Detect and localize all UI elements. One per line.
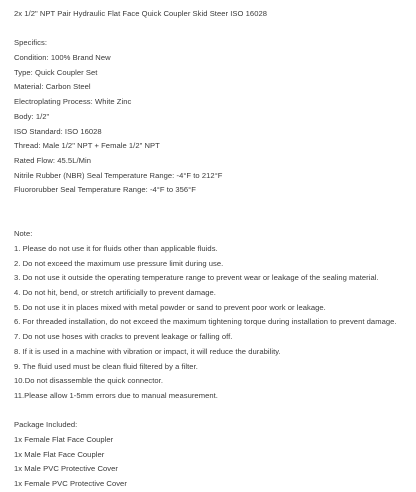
- note-item: 2. Do not exceed the maximum use pressure limit during use.: [14, 258, 224, 268]
- spec-fluororubber-seal-temp: Fluororubber Seal Temperature Range: -4°F to 356°F: [14, 185, 196, 195]
- specifics-heading: Specifics:: [14, 38, 47, 48]
- note-item: 6. For threaded installation, do not exceed the maximum tightening torque during installation to prevent damage.: [14, 317, 397, 327]
- note-item: 8. If it is used in a machine with vibration or impact, it will reduce the durability.: [14, 346, 281, 356]
- note-item: 9. The fluid used must be clean fluid filtered by a filter.: [14, 361, 198, 371]
- note-item: 5. Do not use it in places mixed with metal powder or sand to prevent poor work or leakage.: [14, 302, 326, 312]
- spec-type: Type: Quick Coupler Set: [14, 67, 98, 77]
- spec-body: Body: 1/2": [14, 111, 50, 121]
- spec-condition: Condition: 100% Brand New: [14, 53, 111, 63]
- package-heading: Package Included:: [14, 420, 78, 430]
- listing-title: 2x 1/2" NPT Pair Hydraulic Flat Face Quick Coupler Skid Steer ISO 16028: [14, 9, 268, 18]
- note-item: 7. Do not use hoses with cracks to prevent leakage or falling off.: [14, 332, 233, 342]
- note-item: 11.Please allow 1-5mm errors due to manual measurement.: [14, 390, 218, 400]
- package-item: 1x Male Flat Face Coupler: [14, 449, 105, 459]
- spec-electroplating: Electroplating Process: White Zinc: [14, 97, 132, 107]
- note-heading: Note:: [14, 229, 33, 239]
- spec-rated-flow: Rated Flow: 45.5L/Min: [14, 155, 92, 165]
- spacer: [14, 213, 412, 228]
- note-item: 3. Do not use it outside the operating temperature range to prevent wear or leakage of the sealing material.: [14, 273, 379, 283]
- spec-nbr-seal-temp: Nitrile Rubber (NBR) Seal Temperature Range: -4°F to 212°F: [14, 170, 223, 180]
- spec-thread: Thread: Male 1/2" NPT + Female 1/2" NPT: [14, 141, 160, 151]
- package-item: 1x Male PVC Protective Cover: [14, 464, 118, 474]
- note-item: 1. Please do not use it for fluids other than applicable fluids.: [14, 244, 218, 253]
- spec-material: Material: Carbon Steel: [14, 82, 91, 92]
- note-item: 4. Do not hit, bend, or stretch artificially to prevent damage.: [14, 288, 216, 298]
- package-item: 1x Female PVC Protective Cover: [14, 479, 127, 488]
- note-item: 10.Do not disassemble the quick connector.: [14, 376, 163, 386]
- package-item: 1x Female Flat Face Coupler: [14, 434, 114, 444]
- spacer: [14, 198, 412, 213]
- spacer: [14, 22, 412, 37]
- listing-description: [14, 7, 412, 492]
- spacer: [14, 404, 412, 419]
- spec-iso-standard: ISO Standard: ISO 16028: [14, 126, 102, 136]
